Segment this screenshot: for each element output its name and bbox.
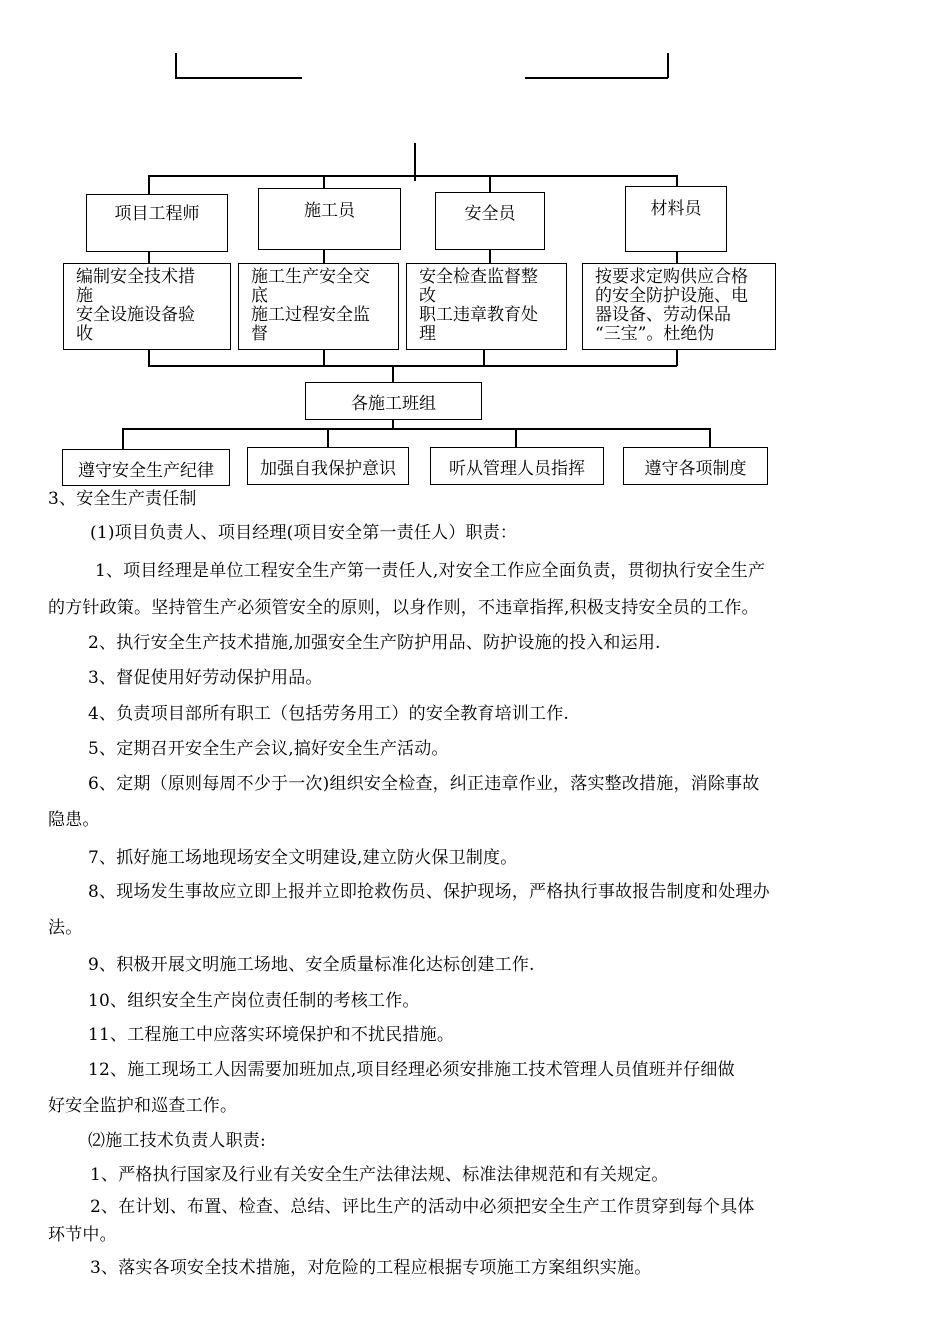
duty-line: 安全设施设备验 [76,305,195,325]
section-title: 3、安全生产责任制 [48,489,197,509]
connector-line [489,250,491,264]
paragraph-line: 7、抓好施工场地现场安全文明建设,建立防火保卫制度。 [88,848,518,868]
duty-line: 施工生产安全交 [251,267,370,287]
connector-line [323,350,325,366]
connector-line [148,175,677,177]
paragraph-line: 1、项目经理是单位工程安全生产第一责任人,对安全工作应全面负责，贯彻执行安全生产 [95,561,766,581]
role-box [435,192,545,250]
connector-line [515,428,517,448]
duty-line: 的安全防护设施、电 [595,286,748,306]
connector-line [175,77,302,79]
paragraph-line: 环节中。 [48,1225,117,1245]
role-duties-box [406,263,567,350]
connector-line [667,53,669,78]
paragraph-line: 好安全监护和巡查工作。 [48,1096,238,1116]
connector-line [676,350,678,366]
team-duty-box [430,447,604,485]
paragraph-line: 10、组织安全生产岗位责任制的考核工作。 [88,991,420,1011]
paragraph-line: 9、积极开展文明施工场地、安全质量标准化达标创建工作. [88,955,535,975]
role-title: 材料员 [650,199,702,219]
connector-line [148,175,150,195]
paragraph-line: 3、督促使用好劳动保护用品。 [88,668,323,688]
team-duty-label: 遵守安全生产纪律 [78,461,214,481]
duty-line: 安全检查监督整 [419,267,538,287]
paragraph-line: 2、执行安全生产技术措施,加强安全生产防护用品、防护设施的投入和运用. [88,633,661,653]
paragraph-line: 1、严格执行国家及行业有关安全生产法律法规、标准法律规范和有关规定。 [90,1165,669,1185]
duty-line: 施工过程安全监 [251,305,370,325]
paragraph-line: 的方针政策。坚持管生产必须管安全的原则，以身作则，不违章指挥,积极支持安全员的工作。 [48,598,759,618]
connector-line [489,175,491,193]
paragraph-line: 3、落实各项安全技术措施，对危险的工程应根据专项施工方案组织实施。 [90,1258,652,1278]
duty-line: “三宝”。杜绝伪 [595,324,715,344]
connector-line [525,77,668,79]
connector-line [327,428,329,448]
role-duties-box [238,263,399,350]
duty-line: 理 [419,324,436,344]
team-box [305,382,482,420]
role-title: 施工员 [304,201,355,221]
connector-line [392,365,394,383]
team-duty-box [623,447,768,485]
subsection-heading: (1)项目负责人、项目经理(项目安全第一责任人）职责： [90,523,518,543]
duty-line: 施 [76,286,93,306]
team-title: 各施工班组 [351,394,436,414]
duty-line: 器设备、劳动保品 [595,305,731,325]
paragraph-line: 12、施工现场工人因需要加班加点,项目经理必须安排施工技术管理人员值班并仔细做 [88,1060,735,1080]
connector-line [483,350,485,366]
role-duties-box [582,263,776,350]
connector-line [175,53,177,78]
paragraph-line: 5、定期召开安全生产会议,搞好安全生产活动。 [88,739,449,759]
duty-line: 按要求定购供应合格 [595,267,748,287]
connector-line [323,175,325,189]
duty-line: 改 [419,286,436,306]
connector-line [122,428,710,430]
paragraph-line: 法。 [48,918,83,938]
role-title: 安全员 [464,204,516,224]
team-duty-label: 加强自我保护意识 [260,459,396,479]
duty-line: 收 [76,324,93,344]
role-duties-box [63,263,231,350]
team-duty-box [62,449,230,486]
duty-line: 督 [251,324,268,344]
connector-line [122,428,124,450]
team-duty-label: 听从管理人员指挥 [449,459,585,479]
role-box [86,194,228,252]
duty-line: 底 [251,286,268,306]
subsection-heading: ⑵施工技术负责人职责: [88,1131,266,1151]
duty-line: 职工违章教育处 [419,305,538,325]
paragraph-line: 2、在计划、布置、检查、总结、评比生产的活动中必须把安全生产工作贯穿到每个具体 [90,1197,755,1217]
paragraph-line: 8、现场发生事故应立即上报并立即抢救伤员、保护现场，严格执行事故报告制度和处理办 [88,882,770,902]
role-box [625,186,727,252]
connector-line [148,365,677,367]
connector-line [323,250,325,264]
team-duty-label: 遵守各项制度 [644,459,747,479]
paragraph-line: 4、负责项目部所有职工（包括劳务用工）的安全教育培训工作. [88,704,570,724]
connector-line [148,350,150,366]
connector-line [709,428,711,448]
paragraph-line: 6、定期（原则每周不少于一次)组织安全检查，纠正违章作业，落实整改措施，消除事故 [88,774,760,794]
role-box [258,188,401,250]
team-duty-box [247,447,409,485]
paragraph-line: 隐患。 [48,810,100,830]
role-title: 项目工程师 [114,204,200,224]
duty-line: 编制安全技术措 [76,267,195,287]
paragraph-line: 11、工程施工中应落实环境保护和不扰民措施。 [88,1025,455,1045]
